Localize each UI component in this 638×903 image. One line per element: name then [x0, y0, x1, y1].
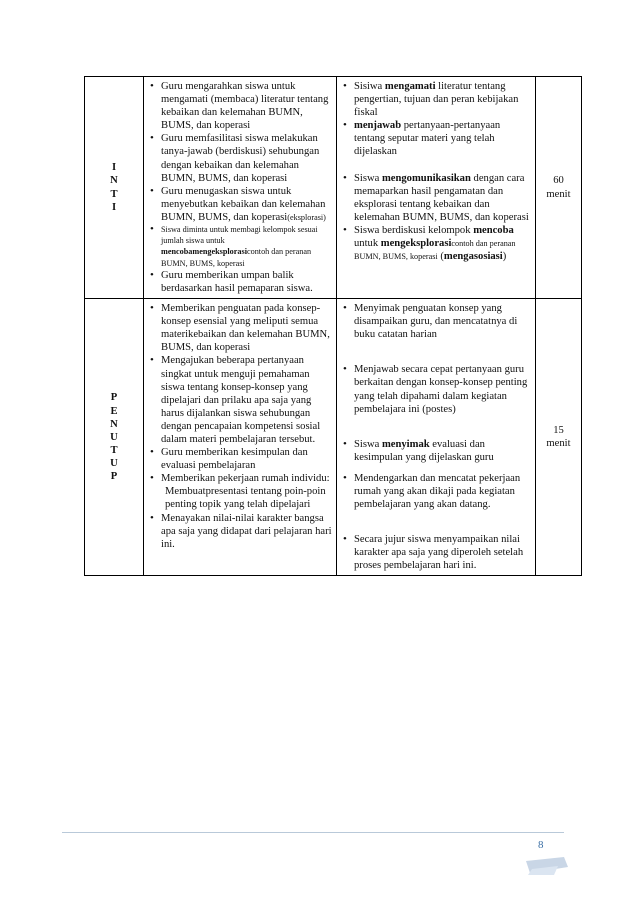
lesson-plan-table — [84, 76, 582, 576]
stage-letter: P — [110, 470, 118, 482]
student-activities-inti — [337, 77, 536, 299]
list-item: • Guru mengarahkan siswa untuk mengamati (membaca) literatur tentang kebaikan dan kelemahan BUMN, BUMS, dan koperasi — [148, 80, 332, 132]
teacher-activities-penutup — [144, 299, 337, 576]
list-item: • Siswa diminta untuk membagi kelompok sesuai jumlah siswa untuk mencobamengeksplorasicontoh dan peranan BUMN, BUMS, koperasi — [148, 224, 332, 269]
list-item: • Secara jujur siswa menyampaikan nilai karakter apa saja yang diperoleh setelah proses pembelajaran hari ini. — [341, 533, 531, 572]
stage-letter: U — [110, 431, 118, 443]
stage-letter: T — [110, 188, 118, 200]
page-number: 8 — [538, 839, 544, 851]
stage-label-inti — [85, 77, 144, 299]
list-item: • Menyimak penguatan konsep yang disampaikan guru, dan mencatatnya di buku catatan harian — [341, 302, 531, 341]
stage-letter: N — [110, 418, 118, 430]
page-corner-decoration — [524, 857, 568, 875]
stage-letter: U — [110, 457, 118, 469]
student-activities-penutup — [337, 299, 536, 576]
list-item: • menjawab pertanyaan-pertanyaan tentang seputar materi yang telah dijelaskan — [341, 119, 531, 158]
table-row-inti — [85, 77, 582, 299]
stage-letter: N — [110, 175, 118, 187]
list-item: • Guru memberikan kesimpulan dan evaluasi pembelajaran — [148, 446, 332, 472]
time-inti: 60 menit — [536, 77, 582, 299]
list-item: • Siswa mengomunikasikan dengan cara memaparkan hasil pengamatan dan eksplorasi tentang kebaikan dan kelemahan BUMN, BUMS, dan koperasi — [341, 172, 531, 224]
time-penutup: 15 menit — [536, 299, 582, 576]
stage-letter: I — [111, 201, 117, 213]
stage-letter: P — [110, 392, 118, 404]
list-item: • Memberikan penguatan pada konsep-konsep esensial yang meliputi semua materikebaikan dan kelemahan BUMN, BUMS, dan koperasi — [148, 302, 332, 354]
list-item: • Siswa menyimak evaluasi dan kesimpulan yang dijelaskan guru — [341, 438, 531, 464]
stage-letter: I — [111, 162, 117, 174]
list-item: • Guru memfasilitasi siswa melakukan tanya-jawab (berdiskusi) sehubungan dengan kebaikan dan kelemahan BUMN, BUMS, dan koperasi — [148, 132, 332, 184]
table-row-penutup — [85, 299, 582, 576]
list-item: • Guru memberikan umpan balik berdasarkan hasil pemaparan siswa. — [148, 269, 332, 295]
list-item: • Menayakan nilai-nilai karakter bangsa apa saja yang didapat dari pelajaran hari ini. — [148, 512, 332, 551]
list-item: • Mendengarkan dan mencatat pekerjaan rumah yang akan dikaji pada kegiatan pembelajaran yang akan datang. — [341, 472, 531, 511]
list-item: • Menjawab secara cepat pertanyaan guru berkaitan dengan konsep-konsep penting yang telah dipahami dalam kegiatan pembelajara ini (postes) — [341, 363, 531, 415]
list-item: • Mengajukan beberapa pertanyaan singkat untuk menguji pemahaman siswa tentang konsep-konsep yang dipelajari dan prilaku apa saja yang harus dijalankan siswa sehubungan dengan pencapaian kompetensi sosial dalam materi pembelajaran tersebut. — [148, 354, 332, 446]
stage-letter: E — [110, 405, 118, 417]
teacher-activities-inti — [144, 77, 337, 299]
list-item: • Guru menugaskan siswa untuk menyebutkan kebaikan dan kelemahan BUMN, BUMS, dan koperasi(eksplorasi) — [148, 185, 332, 224]
list-item: • Sisiwa mengamati literatur tentang pengertian, tujuan dan peran kebijakan fiskal — [341, 80, 531, 119]
list-item: • Siswa berdiskusi kelompok mencoba untuk mengeksplorasicontoh dan peranan BUMN, BUMS, koperasi (mengasosiasi) — [341, 224, 531, 263]
footer-line — [62, 832, 564, 833]
stage-label-penutup — [85, 299, 144, 576]
list-item: • Memberikan pekerjaan rumah individu: Membuatpresentasi tentang poin-poin penting topik yang telah dipelajari — [148, 472, 332, 511]
stage-letter: T — [110, 444, 118, 456]
